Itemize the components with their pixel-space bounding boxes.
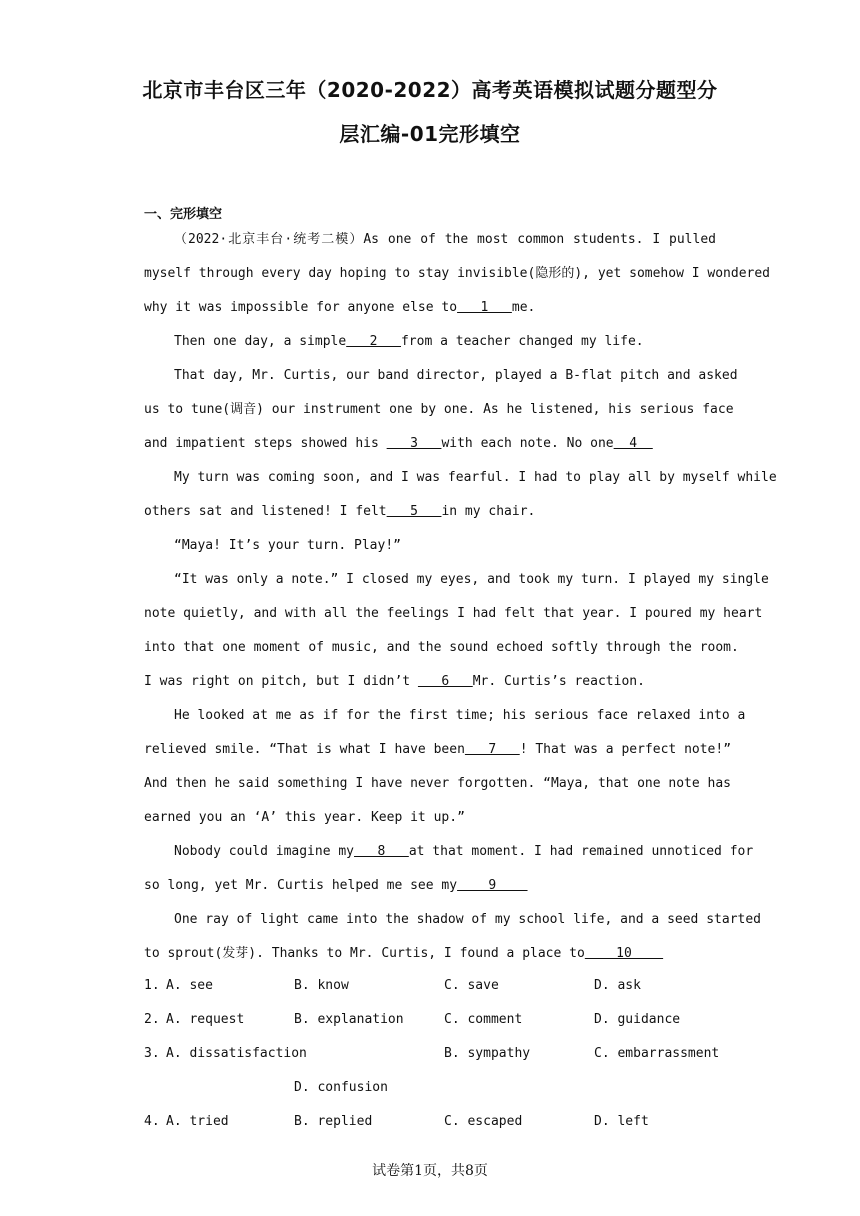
question-number: 4. <box>144 1114 160 1129</box>
passage-line: He looked at me as if for the first time; his serious face relaxed into a <box>174 708 746 723</box>
option-c: C. save <box>444 978 499 993</box>
passage-line: And then he said something I have never forgotten. “Maya, that one note has <box>144 776 731 791</box>
blank-2: 2 <box>346 334 401 349</box>
blank-5: 5 <box>386 504 442 519</box>
option-b: B. know <box>294 978 349 993</box>
passage-line: “It was only a note.” I closed my eyes, and took my turn. I played my single <box>174 572 769 587</box>
blank-6: 6 <box>417 674 473 689</box>
passage-line: earned you an ‘A’ this year. Keep it up.” <box>144 810 465 825</box>
passage-line: into that one moment of music, and the sound echoed softly through the room. <box>144 640 739 655</box>
passage-line: relieved smile. “That is what I have been 7 ! That was a perfect note!” <box>144 742 732 757</box>
option-d: D. left <box>594 1114 649 1129</box>
blank-10: 10 <box>584 946 664 961</box>
passage-line: myself through every day hoping to stay invisible(隐形的), yet somehow I wondered <box>144 266 770 281</box>
option-c: C. escaped <box>444 1114 523 1129</box>
blank-1: 1 <box>457 300 512 315</box>
blank-4: 4 <box>613 436 653 451</box>
passage-line: others sat and listened! I felt 5 in my chair. <box>144 504 536 519</box>
passage-line: Then one day, a simple 2 from a teacher changed my life. <box>174 334 644 349</box>
blank-9: 9 <box>457 878 528 893</box>
option-d: D. guidance <box>594 1012 681 1027</box>
option-d: D. ask <box>594 978 641 993</box>
passage-line: us to tune(调音) our instrument one by one. As he listened, his serious face <box>144 402 734 417</box>
page-title-line-1: 北京市丰台区三年（2020-2022）高考英语模拟试题分题型分 <box>142 78 718 102</box>
option-b: B. explanation <box>294 1012 404 1027</box>
passage-line: note quietly, and with all the feelings I had felt that year. I poured my heart <box>144 606 763 621</box>
section-heading: 一、完形填空 <box>144 207 223 222</box>
passage-line: “Maya! It’s your turn. Play!” <box>174 538 401 553</box>
page-title-line-2: 层汇编-01完形填空 <box>339 122 521 146</box>
passage-line: My turn was coming soon, and I was fearful. I had to play all by myself while <box>174 470 777 485</box>
option-a: A. see <box>166 978 213 993</box>
option-b: B. sympathy <box>444 1046 531 1061</box>
option-a: A. dissatisfaction <box>166 1046 307 1061</box>
blank-8: 8 <box>354 844 409 859</box>
blank-3: 3 <box>386 436 442 451</box>
passage-line: why it was impossible for anyone else to 1 me. <box>144 300 536 315</box>
question-number: 1. <box>144 978 160 993</box>
passage-line: That day, Mr. Curtis, our band director, played a B-flat pitch and asked <box>174 368 738 383</box>
question-number: 2. <box>144 1012 160 1027</box>
option-c: C. comment <box>444 1012 523 1027</box>
option-a: A. request <box>166 1012 245 1027</box>
passage-line: Nobody could imagine my 8 at that moment. I had remained unnoticed for <box>174 844 754 859</box>
blank-7: 7 <box>464 742 520 757</box>
passage-line: and impatient steps showed his 3 with each note. No one 4 <box>144 436 653 451</box>
page-footer: 试卷第1页，共8页 <box>372 1163 488 1179</box>
passage-line: I was right on pitch, but I didn’t 6 Mr. Curtis’s reaction. <box>144 674 645 689</box>
passage-line: （2022·北京丰台·统考二模）As one of the most common students. I pulled <box>174 232 716 247</box>
passage-line: so long, yet Mr. Curtis helped me see my 9 <box>144 878 528 893</box>
option-d: D. confusion <box>294 1080 388 1095</box>
passage-line: One ray of light came into the shadow of my school life, and a seed started <box>174 912 761 927</box>
option-c: C. embarrassment <box>594 1046 720 1061</box>
option-b: B. replied <box>294 1114 373 1129</box>
option-a: A. tried <box>166 1114 229 1129</box>
question-number: 3. <box>144 1046 160 1061</box>
passage-line: to sprout(发芽). Thanks to Mr. Curtis, I found a place to 10 <box>144 946 664 961</box>
